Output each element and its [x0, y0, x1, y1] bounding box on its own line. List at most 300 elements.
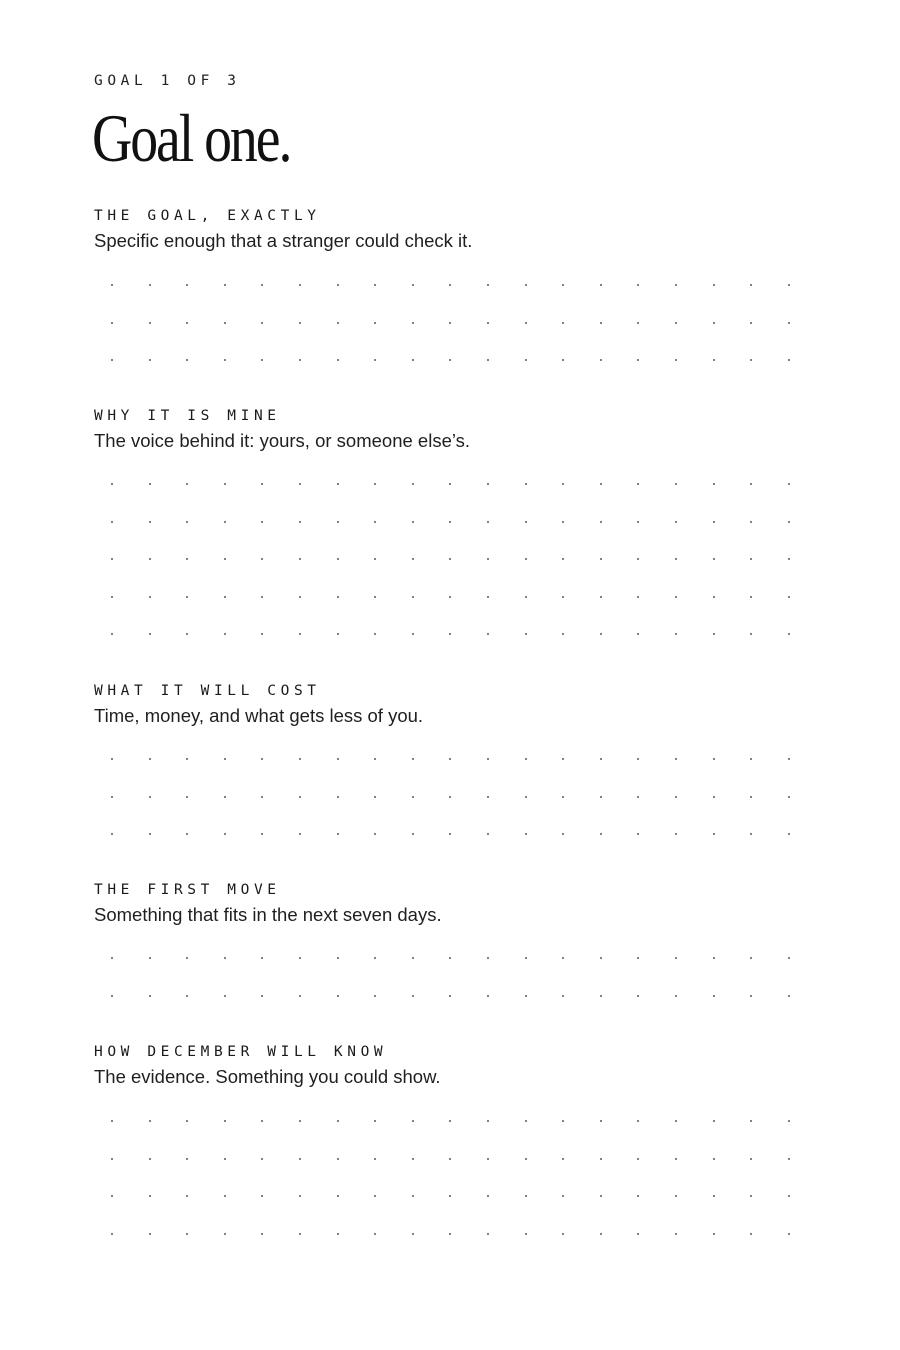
grid-dot: [412, 957, 414, 959]
grid-dot: [675, 1120, 677, 1122]
grid-dot: [449, 633, 451, 635]
grid-dot: [224, 633, 226, 635]
grid-dot: [600, 1158, 602, 1160]
grid-dot: [449, 483, 451, 485]
section-prompt: Something that fits in the next seven days.: [94, 904, 442, 925]
grid-dot: [186, 1233, 188, 1235]
grid-dot: [713, 796, 715, 798]
grid-dot: [637, 796, 639, 798]
grid-dot: [449, 995, 451, 997]
grid-dot: [261, 1195, 263, 1197]
grid-dot: [788, 483, 790, 485]
grid-dot: [562, 1158, 564, 1160]
grid-dot: [374, 596, 376, 598]
grid-dot: [600, 322, 602, 324]
grid-dot: [186, 995, 188, 997]
grid-dot: [675, 957, 677, 959]
grid-dot: [224, 322, 226, 324]
grid-dot: [412, 322, 414, 324]
grid-dot: [412, 1158, 414, 1160]
grid-dot: [299, 483, 301, 485]
grid-dot: [750, 521, 752, 523]
grid-dot: [299, 957, 301, 959]
grid-dot: [186, 758, 188, 760]
grid-dot: [149, 957, 151, 959]
grid-dot: [713, 521, 715, 523]
grid-dot: [562, 359, 564, 361]
grid-dot: [600, 995, 602, 997]
grid-dot: [487, 1233, 489, 1235]
grid-dot: [487, 521, 489, 523]
grid-dot: [149, 633, 151, 635]
grid-dot: [788, 521, 790, 523]
grid-dot: [525, 596, 527, 598]
grid-dot: [374, 833, 376, 835]
grid-dot: [149, 359, 151, 361]
grid-dot: [675, 995, 677, 997]
section-label: WHY IT IS MINE: [94, 408, 281, 424]
grid-dot: [412, 521, 414, 523]
grid-dot: [186, 1195, 188, 1197]
grid-dot: [299, 1120, 301, 1122]
grid-dot: [562, 796, 564, 798]
grid-dot: [261, 1233, 263, 1235]
grid-dot: [149, 558, 151, 560]
grid-dot: [111, 596, 113, 598]
grid-dot: [600, 796, 602, 798]
section-label: HOW DECEMBER WILL KNOW: [94, 1044, 388, 1060]
grid-dot: [374, 796, 376, 798]
grid-dot: [525, 521, 527, 523]
grid-dot: [449, 758, 451, 760]
grid-dot: [224, 957, 226, 959]
grid-dot: [299, 995, 301, 997]
grid-dot: [525, 957, 527, 959]
grid-dot: [111, 1195, 113, 1197]
grid-dot: [111, 833, 113, 835]
grid-dot: [111, 284, 113, 286]
grid-dot: [337, 633, 339, 635]
grid-dot: [149, 995, 151, 997]
grid-dot: [487, 596, 489, 598]
grid-dot: [487, 1120, 489, 1122]
grid-dot: [675, 1158, 677, 1160]
grid-dot: [449, 322, 451, 324]
grid-dot: [487, 995, 489, 997]
grid-dot: [261, 558, 263, 560]
grid-dot: [111, 558, 113, 560]
grid-dot: [487, 322, 489, 324]
grid-dot: [186, 322, 188, 324]
grid-dot: [374, 521, 376, 523]
grid-dot: [525, 633, 527, 635]
grid-dot: [637, 833, 639, 835]
grid-dot: [449, 796, 451, 798]
grid-dot: [600, 1120, 602, 1122]
grid-dot: [750, 359, 752, 361]
grid-dot: [713, 957, 715, 959]
grid-dot: [449, 1120, 451, 1122]
grid-dot: [750, 758, 752, 760]
grid-dot: [637, 957, 639, 959]
grid-dot: [412, 633, 414, 635]
grid-dot: [149, 1120, 151, 1122]
grid-dot: [261, 483, 263, 485]
grid-dot: [224, 284, 226, 286]
grid-dot: [637, 1120, 639, 1122]
grid-dot: [224, 1120, 226, 1122]
grid-dot: [111, 521, 113, 523]
grid-dot: [750, 995, 752, 997]
grid-dot: [600, 284, 602, 286]
grid-dot: [111, 796, 113, 798]
grid-dot: [111, 1233, 113, 1235]
grid-dot: [224, 758, 226, 760]
grid-dot: [637, 1195, 639, 1197]
grid-dot: [412, 833, 414, 835]
grid-dot: [412, 1233, 414, 1235]
grid-dot: [713, 1195, 715, 1197]
grid-dot: [337, 359, 339, 361]
grid-dot: [487, 1195, 489, 1197]
grid-dot: [412, 796, 414, 798]
grid-dot: [750, 322, 752, 324]
grid-dot: [525, 796, 527, 798]
grid-dot: [111, 957, 113, 959]
section-label: WHAT IT WILL COST: [94, 683, 321, 699]
grid-dot: [637, 359, 639, 361]
grid-dot: [788, 1195, 790, 1197]
grid-dot: [637, 558, 639, 560]
grid-dot: [449, 521, 451, 523]
grid-dot: [675, 483, 677, 485]
grid-dot: [299, 521, 301, 523]
grid-dot: [337, 995, 339, 997]
grid-dot: [562, 833, 564, 835]
grid-dot: [600, 521, 602, 523]
grid-dot: [788, 596, 790, 598]
grid-dot: [637, 758, 639, 760]
grid-dot: [675, 322, 677, 324]
grid-dot: [637, 483, 639, 485]
grid-dot: [299, 284, 301, 286]
grid-dot: [224, 558, 226, 560]
grid-dot: [337, 284, 339, 286]
grid-dot: [713, 284, 715, 286]
grid-dot: [750, 957, 752, 959]
grid-dot: [525, 1158, 527, 1160]
grid-dot: [600, 833, 602, 835]
grid-dot: [337, 322, 339, 324]
grid-dot: [788, 833, 790, 835]
grid-dot: [111, 359, 113, 361]
grid-dot: [186, 833, 188, 835]
grid-dot: [637, 1233, 639, 1235]
grid-dot: [637, 1158, 639, 1160]
grid-dot: [562, 483, 564, 485]
grid-dot: [111, 1120, 113, 1122]
grid-dot: [487, 833, 489, 835]
grid-dot: [374, 322, 376, 324]
grid-dot: [186, 1158, 188, 1160]
section-prompt: Specific enough that a stranger could check it.: [94, 230, 473, 251]
grid-dot: [562, 1233, 564, 1235]
grid-dot: [525, 359, 527, 361]
grid-dot: [186, 521, 188, 523]
grid-dot: [111, 1158, 113, 1160]
grid-dot: [525, 558, 527, 560]
grid-dot: [149, 322, 151, 324]
grid-dot: [261, 758, 263, 760]
grid-dot: [261, 359, 263, 361]
grid-dot: [562, 521, 564, 523]
grid-dot: [637, 995, 639, 997]
grid-dot: [675, 558, 677, 560]
grid-dot: [224, 483, 226, 485]
grid-dot: [487, 483, 489, 485]
grid-dot: [713, 359, 715, 361]
grid-dot: [299, 558, 301, 560]
grid-dot: [261, 284, 263, 286]
dot-grid-writing-area[interactable]: [0, 957, 900, 1032]
grid-dot: [600, 758, 602, 760]
grid-dot: [675, 833, 677, 835]
grid-dot: [449, 359, 451, 361]
grid-dot: [261, 322, 263, 324]
grid-dot: [449, 596, 451, 598]
grid-dot: [374, 483, 376, 485]
grid-dot: [713, 633, 715, 635]
section-prompt: The evidence. Something you could show.: [94, 1066, 441, 1087]
grid-dot: [788, 1233, 790, 1235]
grid-dot: [374, 1120, 376, 1122]
grid-dot: [750, 596, 752, 598]
grid-dot: [299, 596, 301, 598]
grid-dot: [562, 322, 564, 324]
grid-dot: [788, 957, 790, 959]
grid-dot: [449, 1233, 451, 1235]
grid-dot: [224, 1233, 226, 1235]
grid-dot: [224, 833, 226, 835]
grid-dot: [713, 995, 715, 997]
grid-dot: [299, 758, 301, 760]
grid-dot: [449, 1195, 451, 1197]
grid-dot: [525, 995, 527, 997]
section-label: THE GOAL, EXACTLY: [94, 208, 321, 224]
grid-dot: [525, 322, 527, 324]
grid-dot: [337, 1233, 339, 1235]
grid-dot: [186, 483, 188, 485]
grid-dot: [449, 558, 451, 560]
grid-dot: [487, 558, 489, 560]
grid-dot: [525, 1233, 527, 1235]
grid-dot: [261, 995, 263, 997]
grid-dot: [374, 633, 376, 635]
grid-dot: [299, 1195, 301, 1197]
grid-dot: [111, 633, 113, 635]
grid-dot: [637, 633, 639, 635]
grid-dot: [525, 833, 527, 835]
grid-dot: [186, 957, 188, 959]
grid-dot: [374, 1158, 376, 1160]
grid-dot: [186, 558, 188, 560]
grid-dot: [487, 758, 489, 760]
dot-grid-writing-area[interactable]: [0, 284, 900, 397]
grid-dot: [337, 957, 339, 959]
grid-dot: [788, 558, 790, 560]
grid-dot: [487, 796, 489, 798]
grid-dot: [299, 796, 301, 798]
grid-dot: [750, 558, 752, 560]
grid-dot: [600, 558, 602, 560]
grid-dot: [374, 558, 376, 560]
grid-dot: [337, 596, 339, 598]
grid-dot: [487, 1158, 489, 1160]
grid-dot: [412, 1120, 414, 1122]
grid-dot: [224, 796, 226, 798]
grid-dot: [562, 558, 564, 560]
grid-dot: [713, 322, 715, 324]
grid-dot: [600, 596, 602, 598]
grid-dot: [600, 1195, 602, 1197]
grid-dot: [261, 796, 263, 798]
grid-dot: [261, 633, 263, 635]
grid-dot: [186, 633, 188, 635]
grid-dot: [675, 596, 677, 598]
grid-dot: [374, 284, 376, 286]
grid-dot: [788, 359, 790, 361]
grid-dot: [487, 359, 489, 361]
grid-dot: [525, 284, 527, 286]
grid-dot: [750, 483, 752, 485]
grid-dot: [224, 359, 226, 361]
grid-dot: [186, 1120, 188, 1122]
grid-dot: [487, 633, 489, 635]
grid-dot: [525, 483, 527, 485]
grid-dot: [713, 758, 715, 760]
grid-dot: [111, 322, 113, 324]
grid-dot: [562, 1120, 564, 1122]
grid-dot: [600, 1233, 602, 1235]
grid-dot: [525, 1120, 527, 1122]
grid-dot: [149, 284, 151, 286]
grid-dot: [337, 1195, 339, 1197]
grid-dot: [788, 796, 790, 798]
section-prompt: Time, money, and what gets less of you.: [94, 705, 424, 726]
grid-dot: [374, 957, 376, 959]
grid-dot: [374, 995, 376, 997]
grid-dot: [337, 796, 339, 798]
grid-dot: [449, 957, 451, 959]
grid-dot: [788, 284, 790, 286]
grid-dot: [713, 1233, 715, 1235]
dot-grid-writing-area[interactable]: [0, 1120, 900, 1270]
dot-grid-writing-area[interactable]: [0, 758, 900, 871]
grid-dot: [713, 558, 715, 560]
grid-dot: [111, 758, 113, 760]
grid-dot: [337, 483, 339, 485]
grid-dot: [750, 1195, 752, 1197]
grid-dot: [675, 521, 677, 523]
grid-dot: [111, 483, 113, 485]
grid-dot: [412, 558, 414, 560]
grid-dot: [149, 521, 151, 523]
grid-dot: [412, 483, 414, 485]
grid-dot: [449, 833, 451, 835]
grid-dot: [637, 322, 639, 324]
grid-dot: [675, 633, 677, 635]
grid-dot: [600, 633, 602, 635]
grid-dot: [562, 1195, 564, 1197]
grid-dot: [750, 833, 752, 835]
grid-dot: [713, 483, 715, 485]
grid-dot: [713, 1158, 715, 1160]
grid-dot: [600, 957, 602, 959]
grid-dot: [675, 1233, 677, 1235]
grid-dot: [149, 1233, 151, 1235]
grid-dot: [750, 1233, 752, 1235]
grid-dot: [713, 833, 715, 835]
grid-dot: [149, 1195, 151, 1197]
grid-dot: [525, 1195, 527, 1197]
grid-dot: [750, 633, 752, 635]
grid-dot: [713, 596, 715, 598]
grid-dot: [412, 359, 414, 361]
grid-dot: [487, 957, 489, 959]
grid-dot: [337, 758, 339, 760]
grid-dot: [600, 359, 602, 361]
grid-dot: [299, 322, 301, 324]
grid-dot: [675, 1195, 677, 1197]
grid-dot: [637, 521, 639, 523]
grid-dot: [788, 1158, 790, 1160]
grid-dot: [224, 596, 226, 598]
grid-dot: [149, 796, 151, 798]
grid-dot: [562, 758, 564, 760]
grid-dot: [525, 758, 527, 760]
grid-dot: [750, 796, 752, 798]
grid-dot: [337, 558, 339, 560]
grid-dot: [261, 833, 263, 835]
grid-dot: [675, 758, 677, 760]
grid-dot: [374, 1195, 376, 1197]
grid-dot: [261, 521, 263, 523]
grid-dot: [374, 758, 376, 760]
grid-dot: [299, 1158, 301, 1160]
grid-dot: [224, 995, 226, 997]
grid-dot: [412, 758, 414, 760]
grid-dot: [675, 796, 677, 798]
goal-counter: GOAL 1 OF 3: [94, 73, 241, 89]
grid-dot: [487, 284, 489, 286]
grid-dot: [562, 957, 564, 959]
grid-dot: [149, 596, 151, 598]
grid-dot: [261, 957, 263, 959]
grid-dot: [261, 1158, 263, 1160]
grid-dot: [261, 1120, 263, 1122]
dot-grid-writing-area[interactable]: [0, 483, 900, 671]
grid-dot: [337, 833, 339, 835]
grid-dot: [449, 284, 451, 286]
section-label: THE FIRST MOVE: [94, 882, 281, 898]
grid-dot: [337, 1158, 339, 1160]
grid-dot: [299, 633, 301, 635]
grid-dot: [299, 833, 301, 835]
grid-dot: [149, 483, 151, 485]
grid-dot: [788, 995, 790, 997]
grid-dot: [449, 1158, 451, 1160]
grid-dot: [224, 521, 226, 523]
